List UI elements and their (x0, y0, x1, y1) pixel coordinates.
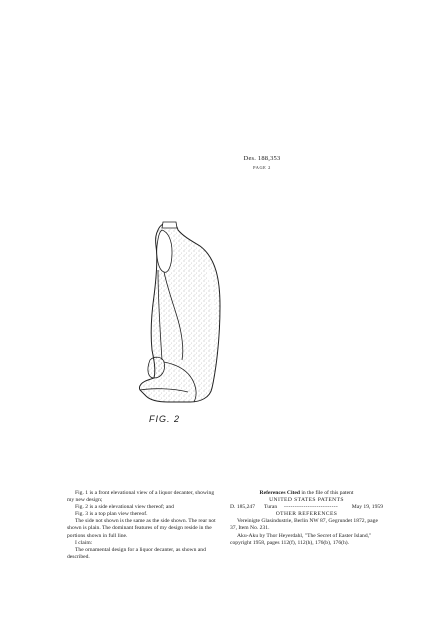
reference-number: D. 185,247 (230, 504, 256, 511)
reference-name: Turan (264, 504, 278, 511)
description-line: Fig. 1 is a front elevational view of a liquor decanter, showing my new design; (67, 490, 215, 504)
description-line: The side not shown is the same as the side shown. The rear not shown is plain. The dominant features of my design reside in the portions shown in full line. (67, 518, 216, 539)
other-references-heading: OTHER REFERENCES (275, 511, 338, 518)
other-reference: Vereinigte Glasindustrie, Berlin NW 87, Gegrundet 1872, page 37, Item No. 231. (230, 518, 378, 532)
description-column (67, 490, 219, 561)
other-reference: Aku-Aku by Thor Heyerdahl, "The Secret of Easter Island," copyright 1958, pages 112(f), 112(h), 176(b), 176(h). (230, 532, 372, 546)
description-line: Fig. 2 is a side elevational view thereof; and (75, 504, 174, 511)
us-patents-heading: UNITED STATES PATENTS (269, 497, 344, 504)
claim-text: The ornamental design for a liquor decanter, as shown and described. (67, 546, 206, 560)
patent-number: Des. 188,353 (243, 155, 281, 162)
reference-row (230, 504, 383, 511)
reference-date: May 19, 1959 (351, 504, 383, 511)
references-column (230, 490, 383, 547)
page-header (232, 155, 292, 170)
decanter-side-view-drawing (128, 210, 248, 415)
reference-leader: ------------------------- (284, 504, 339, 511)
figure-label: FIG. 2 (149, 414, 181, 424)
references-title: References Cited in the file of this patent (259, 490, 354, 496)
claim-heading: I claim: (75, 539, 93, 546)
description-line: Fig. 3 is a top plan view thereof. (75, 511, 148, 518)
page-number: PAGE 2 (253, 165, 271, 170)
decanter-neck (162, 222, 177, 228)
